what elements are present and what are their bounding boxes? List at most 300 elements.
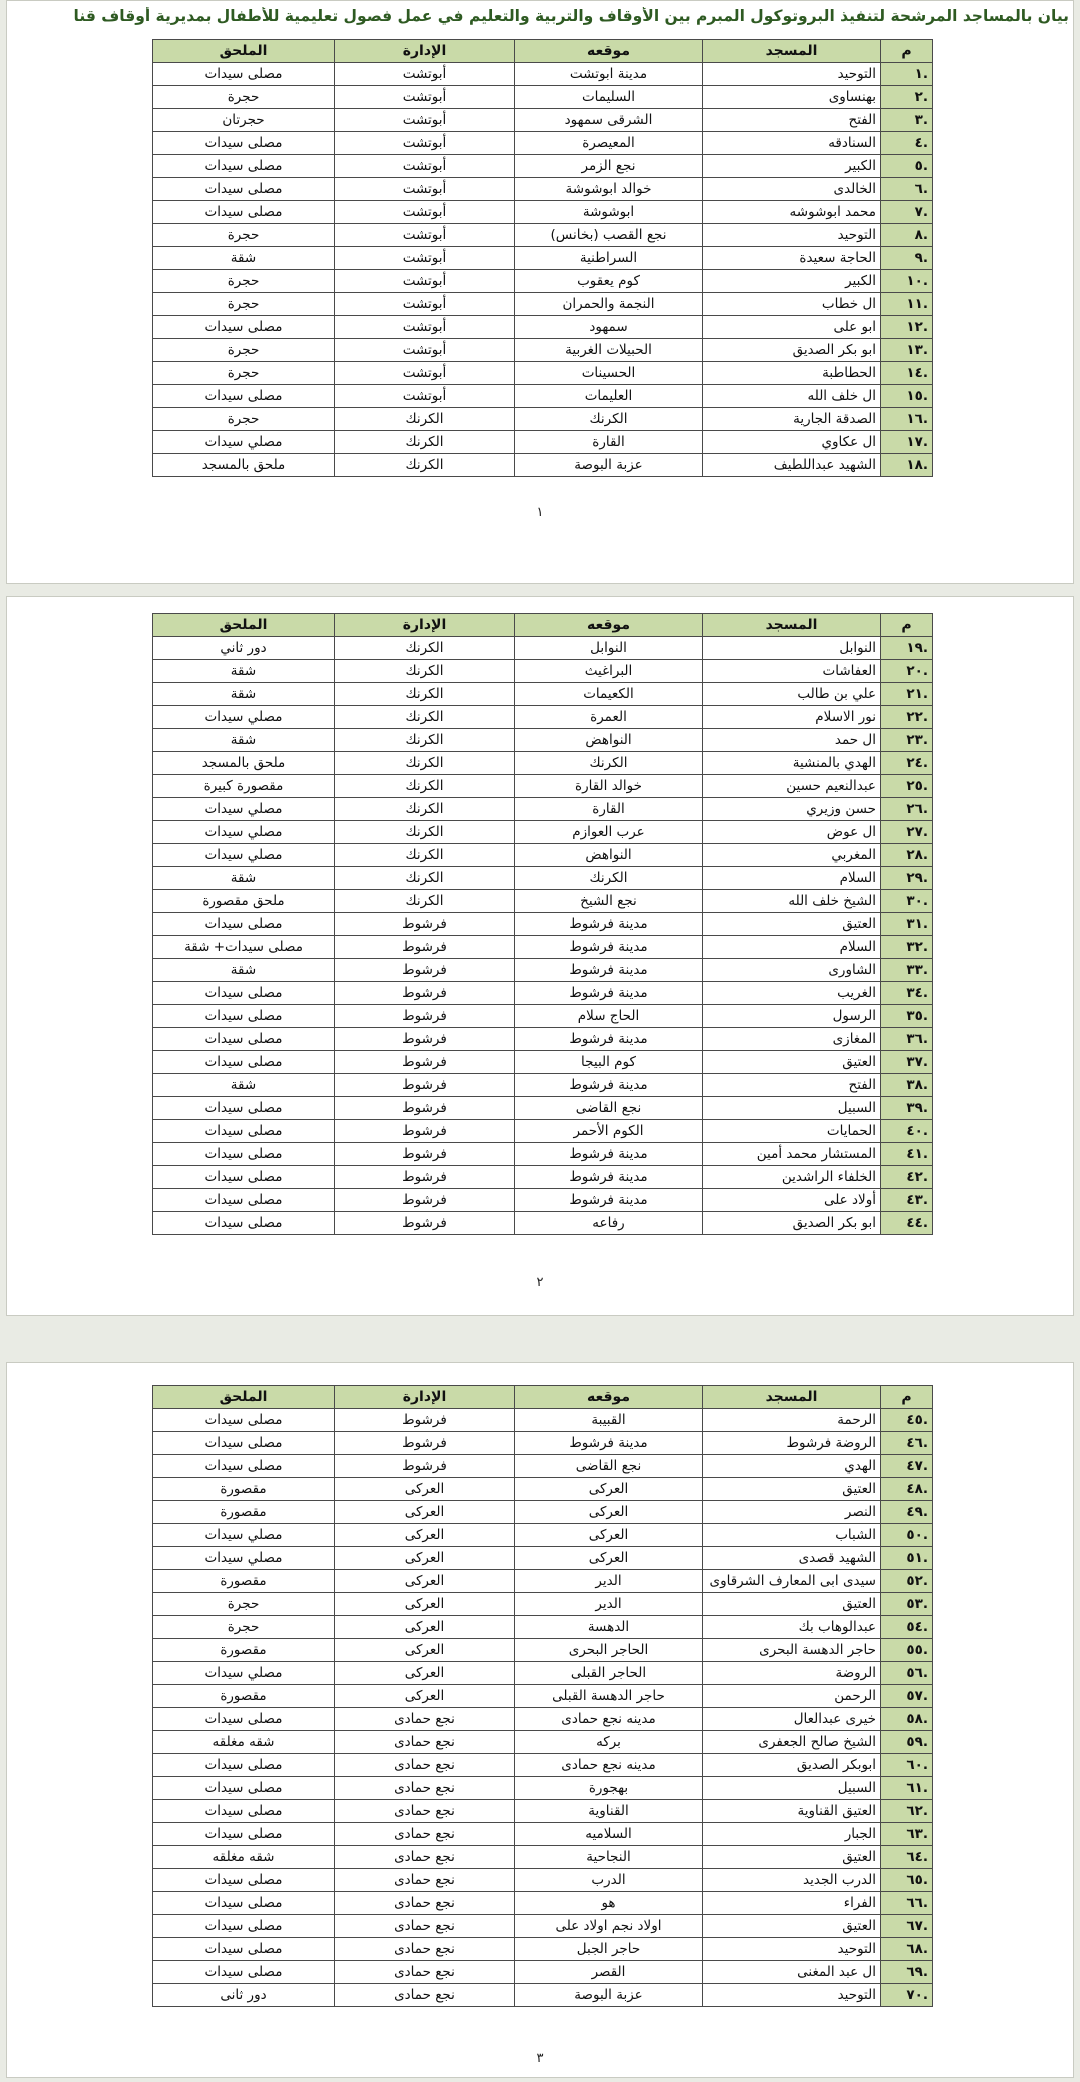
annex-type: شقة xyxy=(153,660,335,683)
administration: العركى xyxy=(335,1501,515,1524)
mosque-name: العتيق xyxy=(703,1051,881,1074)
annex-type: حجرة xyxy=(153,1593,335,1616)
table-row xyxy=(153,86,933,109)
row-number: .٦٩ xyxy=(881,1961,933,1984)
mosque-name: الخالدى xyxy=(703,178,881,201)
table-row xyxy=(153,1051,933,1074)
mosque-location: كوم البيجا xyxy=(515,1051,703,1074)
mosque-location: ابوشوشة xyxy=(515,201,703,224)
administration: الكرنك xyxy=(335,890,515,913)
row-number: .١٠ xyxy=(881,270,933,293)
mosque-name: الشاورى xyxy=(703,959,881,982)
row-number: .٣٢ xyxy=(881,936,933,959)
annex-type: مصلى سيدات xyxy=(153,1455,335,1478)
row-number: .٨ xyxy=(881,224,933,247)
administration: فرشوط xyxy=(335,1189,515,1212)
annex-type: مصلى سيدات xyxy=(153,1120,335,1143)
row-number: .٦٤ xyxy=(881,1846,933,1869)
annex-type: شقة xyxy=(153,959,335,982)
administration: فرشوط xyxy=(335,1005,515,1028)
mosque-location: عزبة البوصة xyxy=(515,454,703,477)
mosque-name: عبدالوهاب بك xyxy=(703,1616,881,1639)
administration: نجع حمادى xyxy=(335,1892,515,1915)
annex-type: مصلى سيدات xyxy=(153,155,335,178)
table-row xyxy=(153,385,933,408)
row-number: .٧ xyxy=(881,201,933,224)
table-row xyxy=(153,1005,933,1028)
mosque-name: بهنساوى xyxy=(703,86,881,109)
row-number: .٦ xyxy=(881,178,933,201)
header-mosque: المسجد xyxy=(703,1386,881,1409)
annex-type: حجرة xyxy=(153,362,335,385)
row-number: .٤١ xyxy=(881,1143,933,1166)
row-number: .٥٩ xyxy=(881,1731,933,1754)
row-number: .١ xyxy=(881,63,933,86)
mosque-location: الكرنك xyxy=(515,752,703,775)
table-row xyxy=(153,798,933,821)
annex-type: مصلى سيدات xyxy=(153,1777,335,1800)
mosque-name: المغازى xyxy=(703,1028,881,1051)
mosque-name: حسن وزيري xyxy=(703,798,881,821)
row-number: .٦٠ xyxy=(881,1754,933,1777)
header-mosque: المسجد xyxy=(703,40,881,63)
administration: العركى xyxy=(335,1639,515,1662)
annex-type: مصلى سيدات xyxy=(153,1051,335,1074)
annex-type: شقه مغلقه xyxy=(153,1731,335,1754)
annex-type: حجرة xyxy=(153,86,335,109)
header-location: موقعه xyxy=(515,1386,703,1409)
table-row xyxy=(153,132,933,155)
annex-type: ملحق مقصورة xyxy=(153,890,335,913)
table-row xyxy=(153,431,933,454)
mosque-location: الحاجر القبلى xyxy=(515,1662,703,1685)
mosque-name: ال عوض xyxy=(703,821,881,844)
mosque-location: الحاجر البحرى xyxy=(515,1639,703,1662)
mosque-name: النصر xyxy=(703,1501,881,1524)
mosque-location: نجع القصب (بخانس) xyxy=(515,224,703,247)
table-row xyxy=(153,1869,933,1892)
row-number: .٢٩ xyxy=(881,867,933,890)
table-row xyxy=(153,775,933,798)
mosque-location: الدرب xyxy=(515,1869,703,1892)
row-number: .٦٦ xyxy=(881,1892,933,1915)
mosque-location: مدينة فرشوط xyxy=(515,982,703,1005)
mosque-location: البراغيث xyxy=(515,660,703,683)
table-row xyxy=(153,1616,933,1639)
mosque-location: العليمات xyxy=(515,385,703,408)
annex-type: مصلى سيدات xyxy=(153,1915,335,1938)
mosque-location: نجع القاضى xyxy=(515,1097,703,1120)
annex-type: مصلى سيدات xyxy=(153,1708,335,1731)
annex-type: مصلى سيدات xyxy=(153,1869,335,1892)
table-row xyxy=(153,1501,933,1524)
administration: أبوتشت xyxy=(335,132,515,155)
mosque-location: العركى xyxy=(515,1524,703,1547)
table-row xyxy=(153,1524,933,1547)
administration: فرشوط xyxy=(335,1212,515,1235)
table-row xyxy=(153,1189,933,1212)
mosque-location: نجع الشيخ xyxy=(515,890,703,913)
mosque-location: مدينه نجع حمادى xyxy=(515,1754,703,1777)
annex-type: مصلي سيدات xyxy=(153,1524,335,1547)
annex-type: مصلي سيدات xyxy=(153,706,335,729)
mosques-table-page-2 xyxy=(152,613,933,1235)
row-number: .٥٨ xyxy=(881,1708,933,1731)
table-header-row xyxy=(153,40,933,63)
administration: العركى xyxy=(335,1524,515,1547)
table-row xyxy=(153,109,933,132)
annex-type: حجرة xyxy=(153,1616,335,1639)
row-number: .٢١ xyxy=(881,683,933,706)
row-number: .٩ xyxy=(881,247,933,270)
annex-type: مصلي سيدات xyxy=(153,431,335,454)
mosque-name: علي بن طالب xyxy=(703,683,881,706)
administration: فرشوط xyxy=(335,1432,515,1455)
annex-type: دور ثانى xyxy=(153,1984,335,2007)
administration: نجع حمادى xyxy=(335,1846,515,1869)
mosques-table-page-3 xyxy=(152,1385,933,2007)
administration: فرشوط xyxy=(335,959,515,982)
mosque-location: نجع القاضى xyxy=(515,1455,703,1478)
mosque-location: الحسينات xyxy=(515,362,703,385)
annex-type: مصلى سيدات xyxy=(153,1432,335,1455)
administration: نجع حمادى xyxy=(335,1754,515,1777)
table-row xyxy=(153,1143,933,1166)
row-number: .٥٠ xyxy=(881,1524,933,1547)
administration: الكرنك xyxy=(335,683,515,706)
row-number: .٤٩ xyxy=(881,1501,933,1524)
annex-type: مقصورة xyxy=(153,1570,335,1593)
table-row xyxy=(153,637,933,660)
page-number: ١ xyxy=(536,505,544,520)
administration: العركى xyxy=(335,1478,515,1501)
table-row xyxy=(153,729,933,752)
row-number: .٣٣ xyxy=(881,959,933,982)
table-row xyxy=(153,752,933,775)
administration: فرشوط xyxy=(335,1143,515,1166)
mosque-name: المغربي xyxy=(703,844,881,867)
annex-type: شقة xyxy=(153,247,335,270)
mosque-location: الدهسة xyxy=(515,1616,703,1639)
annex-type: مصلى سيدات xyxy=(153,913,335,936)
annex-type: مصلي سيدات xyxy=(153,1662,335,1685)
administration: فرشوط xyxy=(335,936,515,959)
annex-type: مصلى سيدات xyxy=(153,982,335,1005)
mosque-location: المعيصرة xyxy=(515,132,703,155)
row-number: .١٨ xyxy=(881,454,933,477)
mosque-location: مدينة فرشوط xyxy=(515,936,703,959)
annex-type: مصلى سيدات xyxy=(153,178,335,201)
mosque-location: القارة xyxy=(515,431,703,454)
mosque-name: السبيل xyxy=(703,1097,881,1120)
mosque-location: مدينه نجع حمادى xyxy=(515,1708,703,1731)
mosque-location: خوالد القارة xyxy=(515,775,703,798)
annex-type: دور ثاني xyxy=(153,637,335,660)
header-location: موقعه xyxy=(515,614,703,637)
table-row xyxy=(153,936,933,959)
administration: فرشوط xyxy=(335,1028,515,1051)
mosque-name: ال عبد المغنى xyxy=(703,1961,881,1984)
mosque-name: الدرب الجديد xyxy=(703,1869,881,1892)
row-number: .٥٤ xyxy=(881,1616,933,1639)
administration: فرشوط xyxy=(335,1120,515,1143)
annex-type: مصلى سيدات xyxy=(153,63,335,86)
table-row xyxy=(153,1662,933,1685)
table-row xyxy=(153,1892,933,1915)
header-annex: الملحق xyxy=(153,1386,335,1409)
table-row xyxy=(153,201,933,224)
mosque-name: الهدي xyxy=(703,1455,881,1478)
row-number: .٢٣ xyxy=(881,729,933,752)
mosque-name: الكبير xyxy=(703,270,881,293)
annex-type: حجرة xyxy=(153,270,335,293)
row-number: .٢٨ xyxy=(881,844,933,867)
mosque-name: الشباب xyxy=(703,1524,881,1547)
administration: العركى xyxy=(335,1662,515,1685)
mosque-name: الفتح xyxy=(703,1074,881,1097)
administration: أبوتشت xyxy=(335,316,515,339)
row-number: .٤٧ xyxy=(881,1455,933,1478)
mosque-location: مدينة فرشوط xyxy=(515,1166,703,1189)
mosque-location: خوالد ابوشوشة xyxy=(515,178,703,201)
table-row xyxy=(153,1961,933,1984)
administration: الكرنك xyxy=(335,844,515,867)
mosque-name: التوحيد xyxy=(703,224,881,247)
row-number: .٦٥ xyxy=(881,1869,933,1892)
row-number: .٥٣ xyxy=(881,1593,933,1616)
table-row xyxy=(153,959,933,982)
administration: أبوتشت xyxy=(335,270,515,293)
row-number: .١٢ xyxy=(881,316,933,339)
mosque-location: بهجورة xyxy=(515,1777,703,1800)
mosque-location: الكعيمات xyxy=(515,683,703,706)
mosque-location: مدينة فرشوط xyxy=(515,1074,703,1097)
row-number: .٣١ xyxy=(881,913,933,936)
mosque-name: الشهيد عبداللطيف xyxy=(703,454,881,477)
annex-type: مصلي سيدات xyxy=(153,821,335,844)
mosque-location: مدينة فرشوط xyxy=(515,1189,703,1212)
administration: أبوتشت xyxy=(335,385,515,408)
annex-type: مصلى سيدات xyxy=(153,1166,335,1189)
header-admin: الإدارة xyxy=(335,614,515,637)
mosque-location: اولاد نجم اولاد على xyxy=(515,1915,703,1938)
administration: نجع حمادى xyxy=(335,1938,515,1961)
table-row xyxy=(153,247,933,270)
administration: نجع حمادى xyxy=(335,1800,515,1823)
table-row xyxy=(153,890,933,913)
mosque-location: عرب العوازم xyxy=(515,821,703,844)
annex-type: مقصورة xyxy=(153,1639,335,1662)
mosque-name: النوابل xyxy=(703,637,881,660)
mosque-location: القناوية xyxy=(515,1800,703,1823)
annex-type: حجرة xyxy=(153,293,335,316)
table-row xyxy=(153,844,933,867)
mosque-name: الخلفاء الراشدين xyxy=(703,1166,881,1189)
administration: فرشوط xyxy=(335,982,515,1005)
annex-type: شقة xyxy=(153,1074,335,1097)
mosque-location: حاجر الجبل xyxy=(515,1938,703,1961)
administration: أبوتشت xyxy=(335,362,515,385)
table-row xyxy=(153,362,933,385)
mosque-name: العتيق xyxy=(703,1915,881,1938)
row-number: .٥ xyxy=(881,155,933,178)
mosque-name: السلام xyxy=(703,867,881,890)
table-row xyxy=(153,339,933,362)
annex-type: مصلى سيدات xyxy=(153,385,335,408)
table-row xyxy=(153,316,933,339)
row-number: .٤٤ xyxy=(881,1212,933,1235)
administration: العركى xyxy=(335,1685,515,1708)
document-page-1 xyxy=(6,0,1074,584)
row-number: .٤٠ xyxy=(881,1120,933,1143)
mosque-name: ال خطاب xyxy=(703,293,881,316)
mosque-name: ال حمد xyxy=(703,729,881,752)
annex-type: مصلى سيدات xyxy=(153,201,335,224)
mosque-name: أولاد على xyxy=(703,1189,881,1212)
row-number: .٦٧ xyxy=(881,1915,933,1938)
administration: نجع حمادى xyxy=(335,1961,515,1984)
header-num: م xyxy=(881,614,933,637)
mosque-location: النواهض xyxy=(515,729,703,752)
mosque-location: الكرنك xyxy=(515,408,703,431)
mosque-location: القصر xyxy=(515,1961,703,1984)
mosque-location: النواهض xyxy=(515,844,703,867)
row-number: .٢٧ xyxy=(881,821,933,844)
mosque-name: العتيق القناوية xyxy=(703,1800,881,1823)
mosque-location: النوابل xyxy=(515,637,703,660)
annex-type: مقصورة xyxy=(153,1501,335,1524)
mosque-location: مدينة فرشوط xyxy=(515,1143,703,1166)
annex-type: مصلى سيدات xyxy=(153,1005,335,1028)
mosque-name: الرحمن xyxy=(703,1685,881,1708)
administration: العركى xyxy=(335,1547,515,1570)
row-number: .٤٥ xyxy=(881,1409,933,1432)
row-number: .٧٠ xyxy=(881,1984,933,2007)
table-header-row xyxy=(153,1386,933,1409)
table-row xyxy=(153,1593,933,1616)
administration: الكرنك xyxy=(335,706,515,729)
table-row xyxy=(153,1915,933,1938)
annex-type: مصلى سيدات xyxy=(153,1409,335,1432)
mosque-name: الشيخ خلف الله xyxy=(703,890,881,913)
annex-type: مصلى سيدات xyxy=(153,316,335,339)
row-number: .٣٠ xyxy=(881,890,933,913)
administration: العركى xyxy=(335,1593,515,1616)
row-number: .٦٣ xyxy=(881,1823,933,1846)
mosque-name: الرسول xyxy=(703,1005,881,1028)
mosque-name: حاجر الدهسة البحرى xyxy=(703,1639,881,1662)
row-number: .٤٢ xyxy=(881,1166,933,1189)
mosque-location: نجع الزمر xyxy=(515,155,703,178)
annex-type: مصلى سيدات xyxy=(153,1028,335,1051)
table-row xyxy=(153,178,933,201)
administration: الكرنك xyxy=(335,729,515,752)
mosque-name: الشهيد قصدى xyxy=(703,1547,881,1570)
administration: فرشوط xyxy=(335,1097,515,1120)
mosque-location: كوم يعقوب xyxy=(515,270,703,293)
mosque-location: مدينة ابوتشت xyxy=(515,63,703,86)
mosque-location: مدينة فرشوط xyxy=(515,959,703,982)
mosque-location: العمرة xyxy=(515,706,703,729)
table-header-row xyxy=(153,614,933,637)
mosque-location: الشرقى سمهود xyxy=(515,109,703,132)
table-row xyxy=(153,270,933,293)
row-number: .٣٧ xyxy=(881,1051,933,1074)
row-number: .١٤ xyxy=(881,362,933,385)
row-number: .١٥ xyxy=(881,385,933,408)
mosque-name: السنادقه xyxy=(703,132,881,155)
administration: العركى xyxy=(335,1616,515,1639)
row-number: .٣٤ xyxy=(881,982,933,1005)
table-row xyxy=(153,1639,933,1662)
administration: أبوتشت xyxy=(335,155,515,178)
header-annex: الملحق xyxy=(153,40,335,63)
mosque-name: ابو على xyxy=(703,316,881,339)
mosque-name: التوحيد xyxy=(703,1938,881,1961)
mosque-location: الكوم الأحمر xyxy=(515,1120,703,1143)
administration: نجع حمادى xyxy=(335,1915,515,1938)
mosque-location: العركى xyxy=(515,1501,703,1524)
table-row xyxy=(153,224,933,247)
annex-type: مصلى سيدات xyxy=(153,1097,335,1120)
administration: أبوتشت xyxy=(335,247,515,270)
mosque-location: النجاحية xyxy=(515,1846,703,1869)
table-row xyxy=(153,1570,933,1593)
table-row xyxy=(153,1120,933,1143)
document-page-2 xyxy=(6,596,1074,1316)
mosque-name: سيدى ابى المعارف الشرقاوى xyxy=(703,1570,881,1593)
administration: نجع حمادى xyxy=(335,1708,515,1731)
mosque-name: الفتح xyxy=(703,109,881,132)
mosque-location: الحبيلات الغربية xyxy=(515,339,703,362)
row-number: .٤٣ xyxy=(881,1189,933,1212)
table-row xyxy=(153,1455,933,1478)
table-row xyxy=(153,1166,933,1189)
annex-type: مصلى سيدات xyxy=(153,1892,335,1915)
administration: نجع حمادى xyxy=(335,1869,515,1892)
row-number: .١٩ xyxy=(881,637,933,660)
annex-type: شقة xyxy=(153,729,335,752)
header-annex: الملحق xyxy=(153,614,335,637)
row-number: .٥٢ xyxy=(881,1570,933,1593)
annex-type: مصلي سيدات xyxy=(153,844,335,867)
mosque-name: خيرى عبدالعال xyxy=(703,1708,881,1731)
mosque-location: النجمة والحمران xyxy=(515,293,703,316)
mosque-name: ال خلف الله xyxy=(703,385,881,408)
mosque-name: الروضة فرشوط xyxy=(703,1432,881,1455)
mosque-name: الحمايات xyxy=(703,1120,881,1143)
table-row xyxy=(153,821,933,844)
table-row xyxy=(153,1074,933,1097)
row-number: .٢٢ xyxy=(881,706,933,729)
administration: الكرنك xyxy=(335,408,515,431)
mosque-name: العتيق xyxy=(703,913,881,936)
annex-type: حجرة xyxy=(153,408,335,431)
table-row xyxy=(153,454,933,477)
row-number: .٥٥ xyxy=(881,1639,933,1662)
table-row xyxy=(153,1846,933,1869)
table-row xyxy=(153,1478,933,1501)
mosque-location: الحاج سلام xyxy=(515,1005,703,1028)
table-row xyxy=(153,293,933,316)
row-number: .٣٩ xyxy=(881,1097,933,1120)
mosque-name: ابو بكر الصديق xyxy=(703,339,881,362)
table-row xyxy=(153,1777,933,1800)
mosque-location: القبيبة xyxy=(515,1409,703,1432)
header-location: موقعه xyxy=(515,40,703,63)
administration: الكرنك xyxy=(335,821,515,844)
annex-type: مصلى سيدات xyxy=(153,1800,335,1823)
